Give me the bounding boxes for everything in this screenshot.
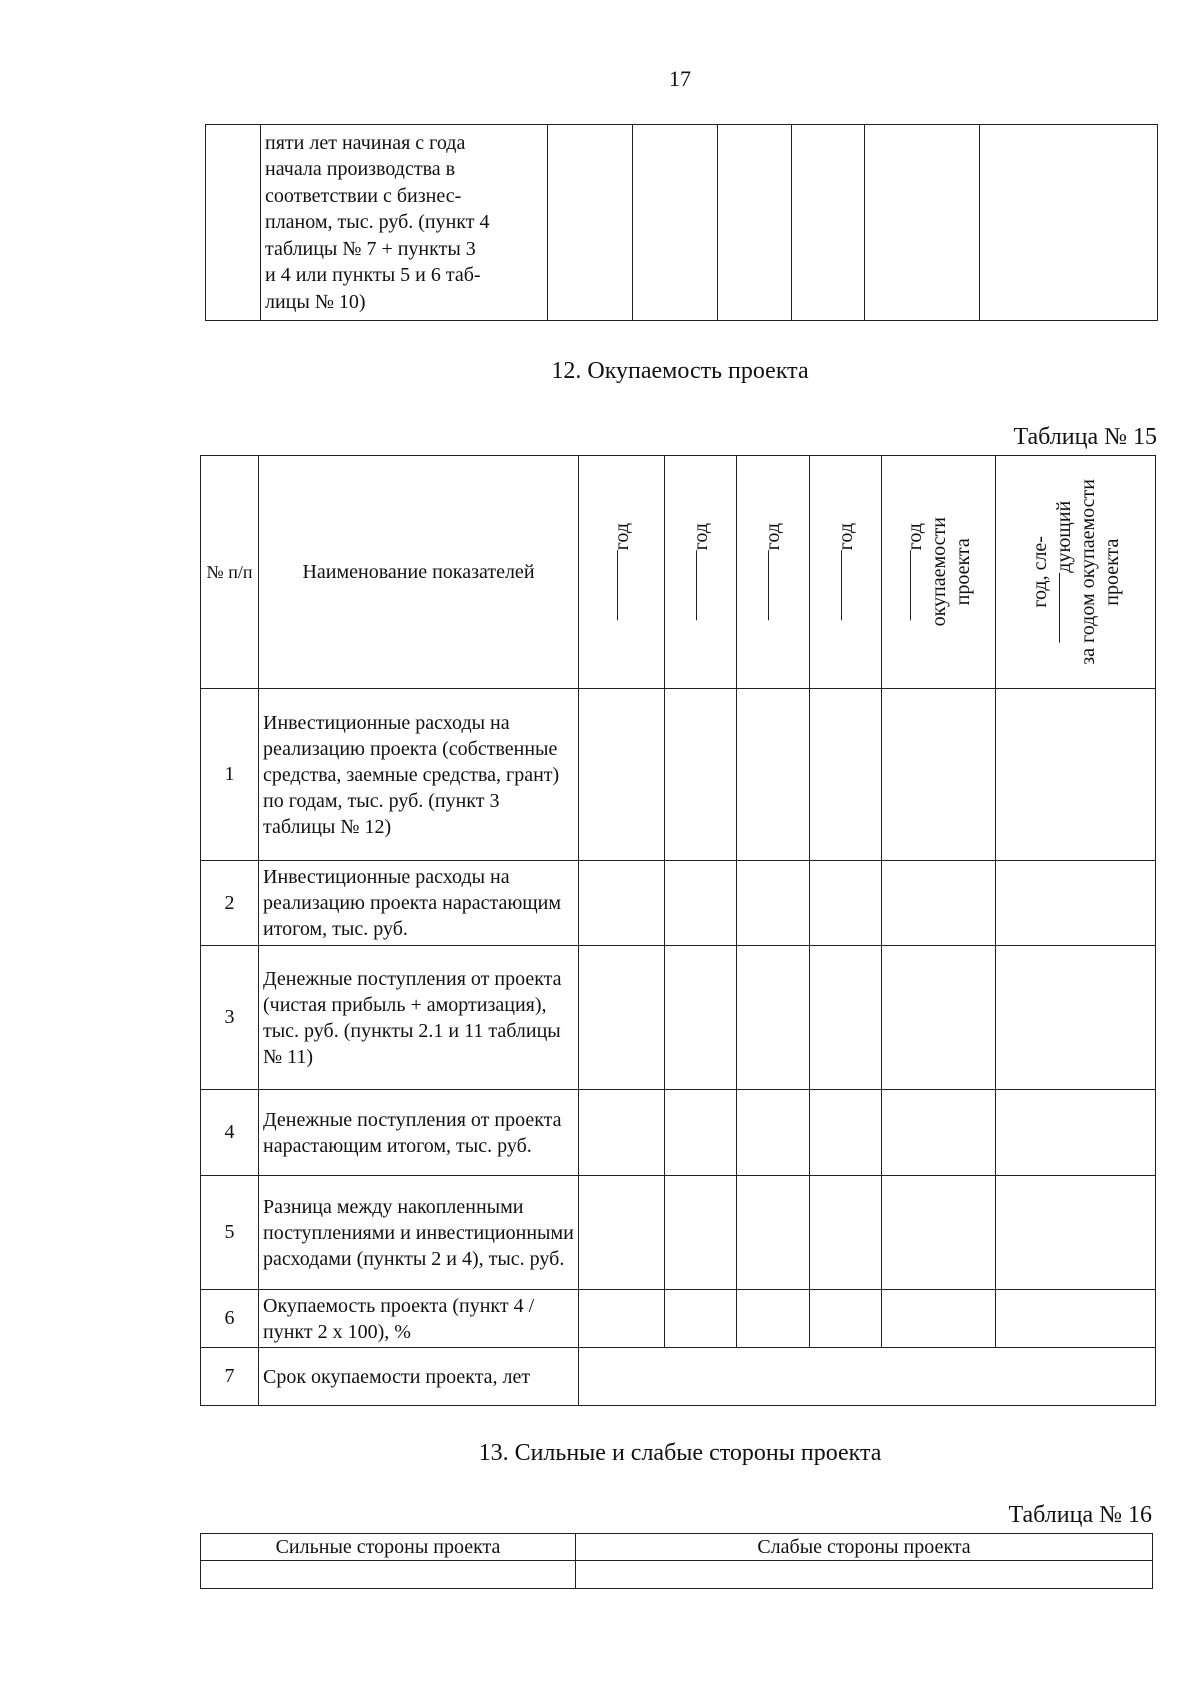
- table-15-caption: Таблица № 15: [1013, 424, 1157, 450]
- row-text: Инвестиционные расходы на реализацию проекта (собственные средства, заемные средства, грант) по годам, тыс. руб. (пункт 3 таблицы № 12): [259, 689, 579, 861]
- table-row: [201, 1348, 1156, 1406]
- row-text: Срок окупаемости проекта, лет: [259, 1348, 579, 1406]
- header-strengths: Сильные стороны проекта: [201, 1534, 576, 1561]
- row-text: Окупаемость проекта (пункт 4 / пункт 2 х 100), %: [259, 1290, 579, 1348]
- continuation-table: [205, 124, 1158, 321]
- cont-empty-cell: [865, 125, 980, 321]
- cont-line: и 4 или пункты 5 и 6 таб-: [265, 264, 481, 287]
- row-text: Денежные поступления от проекта нарастающим итогом, тыс. руб.: [259, 1090, 579, 1176]
- table-row: [201, 1090, 1156, 1176]
- cont-empty-cell: [980, 125, 1158, 321]
- cont-empty-cell: [792, 125, 865, 321]
- row-num: 5: [201, 1176, 259, 1290]
- row-text: Разница между накопленными поступлениями и инвестиционными расходами (пункты 2 и 4), тыс. руб.: [259, 1176, 579, 1290]
- section-12-title: 12. Окупаемость проекта: [551, 358, 809, 384]
- row-text: Инвестиционные расходы на реализацию проекта нарастающим итогом, тыс. руб.: [259, 861, 579, 946]
- cont-line: начала производства в: [265, 158, 456, 181]
- table-row: [201, 689, 1156, 861]
- cont-num-cell: [206, 125, 261, 321]
- row-num: 2: [201, 861, 259, 946]
- table-row: [201, 946, 1156, 1090]
- table-row: [201, 1176, 1156, 1290]
- table-row: [201, 861, 1156, 946]
- header-name: Наименование показателей: [259, 456, 579, 689]
- row-num: 1: [201, 689, 259, 861]
- header-next-year: год, сле- дующий за годом окупаемости проекта: [996, 456, 1156, 689]
- cont-line: лицы № 10): [265, 290, 366, 313]
- table-row: [201, 1290, 1156, 1348]
- cont-text-cell: [261, 125, 548, 321]
- cont-line: соответствии с бизнес-: [265, 184, 462, 207]
- page-number: 17: [669, 66, 691, 91]
- row-text: Денежные поступления от проекта (чистая прибыль + амортизация), тыс. руб. (пункты 2.1 и 11 таблицы № 11): [259, 946, 579, 1090]
- cont-empty-cell: [548, 125, 633, 321]
- row-num: 3: [201, 946, 259, 1090]
- payback-table: [200, 455, 1156, 1406]
- cont-empty-cell: [633, 125, 718, 321]
- header-payback-year: год окупаемости проекта: [882, 456, 996, 689]
- header-year-4: год: [810, 456, 882, 689]
- row-num: 6: [201, 1290, 259, 1348]
- section-13-title: 13. Сильные и слабые стороны проекта: [478, 1440, 882, 1466]
- cont-line: таблицы № 7 + пункты 3: [265, 237, 476, 260]
- strengths-weaknesses-table: [200, 1533, 1153, 1589]
- strengths-cell: [201, 1561, 576, 1589]
- header-year-1: год: [579, 456, 665, 689]
- row-num: 7: [201, 1348, 259, 1406]
- row-num: 4: [201, 1090, 259, 1176]
- table-16-caption: Таблица № 16: [1008, 1502, 1152, 1528]
- cont-empty-cell: [718, 125, 792, 321]
- cont-line: пяти лет начиная с года: [265, 131, 466, 154]
- header-year-2: год: [665, 456, 737, 689]
- header-year-3: год: [737, 456, 810, 689]
- header-num: № п/п: [201, 456, 259, 689]
- header-weaknesses: Слабые стороны проекта: [576, 1534, 1153, 1561]
- weaknesses-cell: [576, 1561, 1153, 1589]
- cont-line: планом, тыс. руб. (пункт 4: [265, 211, 490, 234]
